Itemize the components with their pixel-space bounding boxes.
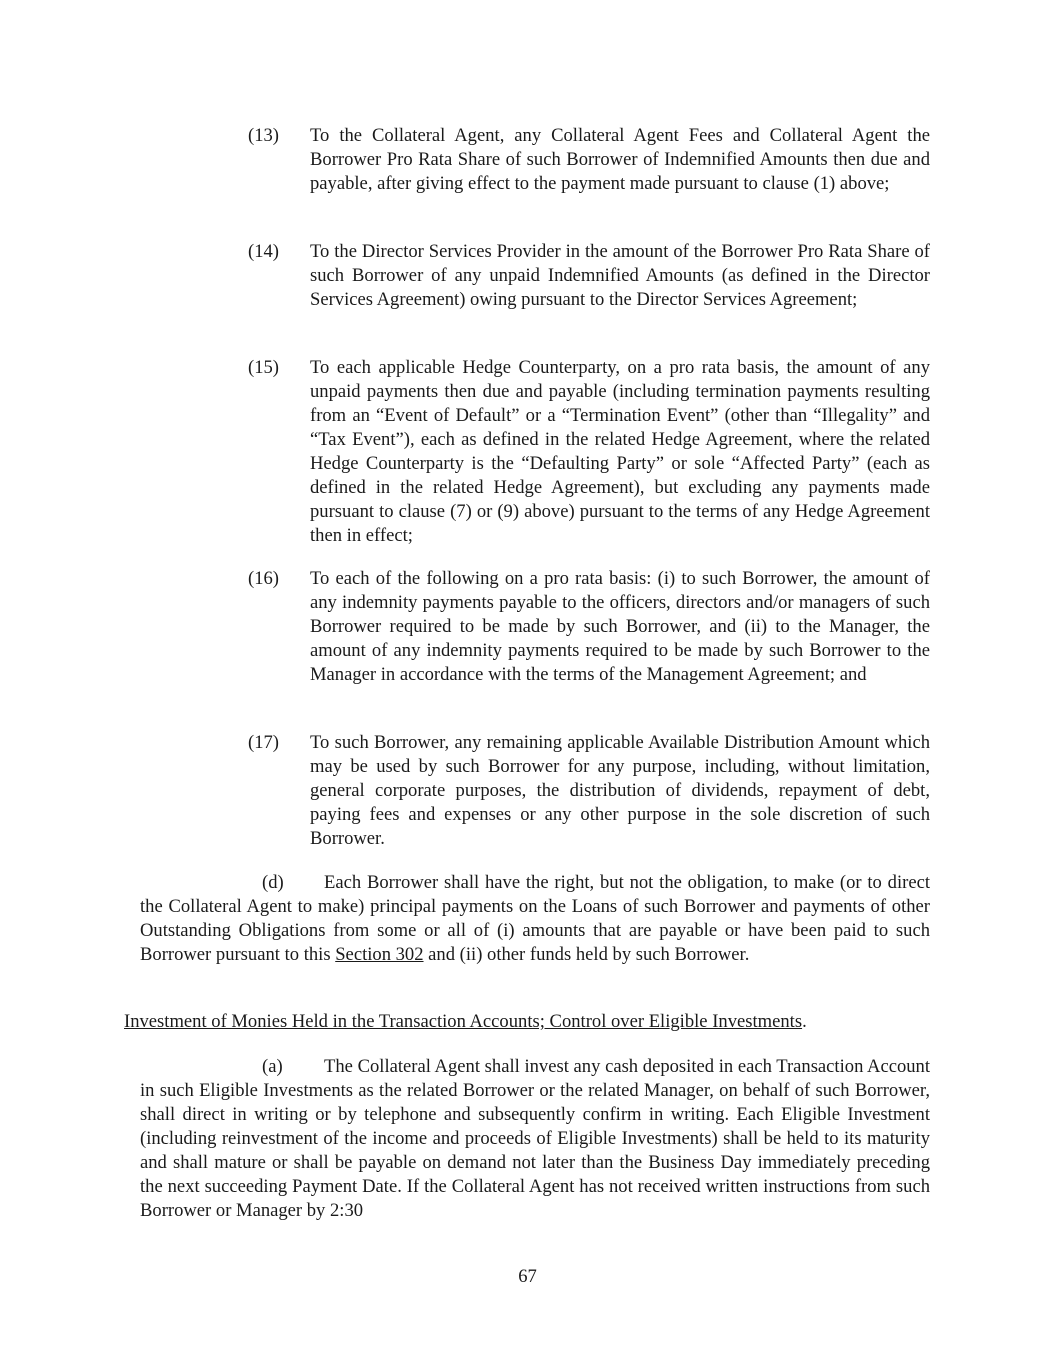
clause-text: To the Collateral Agent, any Collateral Agent Fees and Collateral Agent the Borrower Pro Rata Share of such Borrower of Indemnified Amounts then due and payable, after giving effect to the payment made pursuant to clause (1) above; xyxy=(310,125,930,194)
clause-number: (17) xyxy=(248,732,279,753)
section-reference: Section 302 xyxy=(335,944,424,965)
clause-17 xyxy=(248,731,930,851)
clause-number: (14) xyxy=(248,241,279,262)
paragraph-label: (a) xyxy=(262,1056,283,1077)
clause-13 xyxy=(248,124,930,196)
clause-number: (16) xyxy=(248,568,279,589)
page-number: 67 xyxy=(518,1266,537,1287)
paragraph-d xyxy=(140,871,930,967)
clause-14 xyxy=(248,240,930,312)
section-heading-punct: . xyxy=(802,1011,807,1032)
clause-text: To the Director Services Provider in the amount of the Borrower Pro Rata Share of such Borrower of any unpaid Indemnified Amounts (as defined in the Director Services Agreement) owing pursuant to the Director Services Agreement; xyxy=(310,241,930,310)
clause-text: To each applicable Hedge Counterparty, on a pro rata basis, the amount of any unpaid payments then due and payable (including termination payments resulting from an “Event of Default” or a “Termination Event” (other than “Illegality” and “Tax Event”), each as defined in the related Hedge Agreement, where the related Hedge Counterparty is the “Defaulting Party” or sole “Affected Party” (each as defined in the related Hedge Agreement), but excluding any payments made pursuant to clause (7) or (9) above) pursuant to the terms of any Hedge Agreement then in effect; xyxy=(310,357,930,546)
clause-16 xyxy=(248,567,930,687)
paragraph-a xyxy=(140,1055,930,1223)
clause-number: (15) xyxy=(248,357,279,378)
section-heading-text: Investment of Monies Held in the Transaction Accounts; Control over Eligible Investments xyxy=(124,1011,803,1032)
section-heading xyxy=(124,1010,924,1034)
clause-text: To such Borrower, any remaining applicable Available Distribution Amount which may be used by such Borrower for any purpose, including, without limitation, general corporate purposes, the distribution of dividends, repayment of debt, paying fees and expenses or any other purpose in the sole discretion of such Borrower. xyxy=(310,732,930,849)
paragraph-label: (d) xyxy=(262,872,284,893)
clause-text: To each of the following on a pro rata basis: (i) to such Borrower, the amount of any indemnity payments payable to the officers, directors and/or managers of such Borrower required to be made by such Borrower, and (ii) to the Manager, the amount of any indemnity payments required to be made by such Borrower to the Manager in accordance with the terms of the Management Agreement; and xyxy=(310,568,930,685)
clause-number: (13) xyxy=(248,125,279,146)
paragraph-text: Each Borrower shall have the right, but not the obligation, to make (or to direct the Collateral Agent to make) principal payments on the Loans of such Borrower and payments of other Outstanding Obligations from some or all of (i) amounts that are payable or have been paid to such Borrower pursuant to this xyxy=(140,872,930,965)
paragraph-text-continued: and (ii) other funds held by such Borrower. xyxy=(423,944,750,965)
clause-15 xyxy=(248,356,930,548)
paragraph-text: The Collateral Agent shall invest any cash deposited in each Transaction Account in such Eligible Investments as the related Borrower or the related Manager, on behalf of such Borrower, shall direct in writing or by telephone and subsequently confirm in writing. Each Eligible Investment (including reinvestment of the income and proceeds of Eligible Investments) shall be held to its maturity and shall mature or shall be payable on demand not later than the Business Day immediately preceding the next succeeding Payment Date. If the Collateral Agent has not received written instructions from such Borrower or Manager by 2:30 xyxy=(140,1056,930,1221)
